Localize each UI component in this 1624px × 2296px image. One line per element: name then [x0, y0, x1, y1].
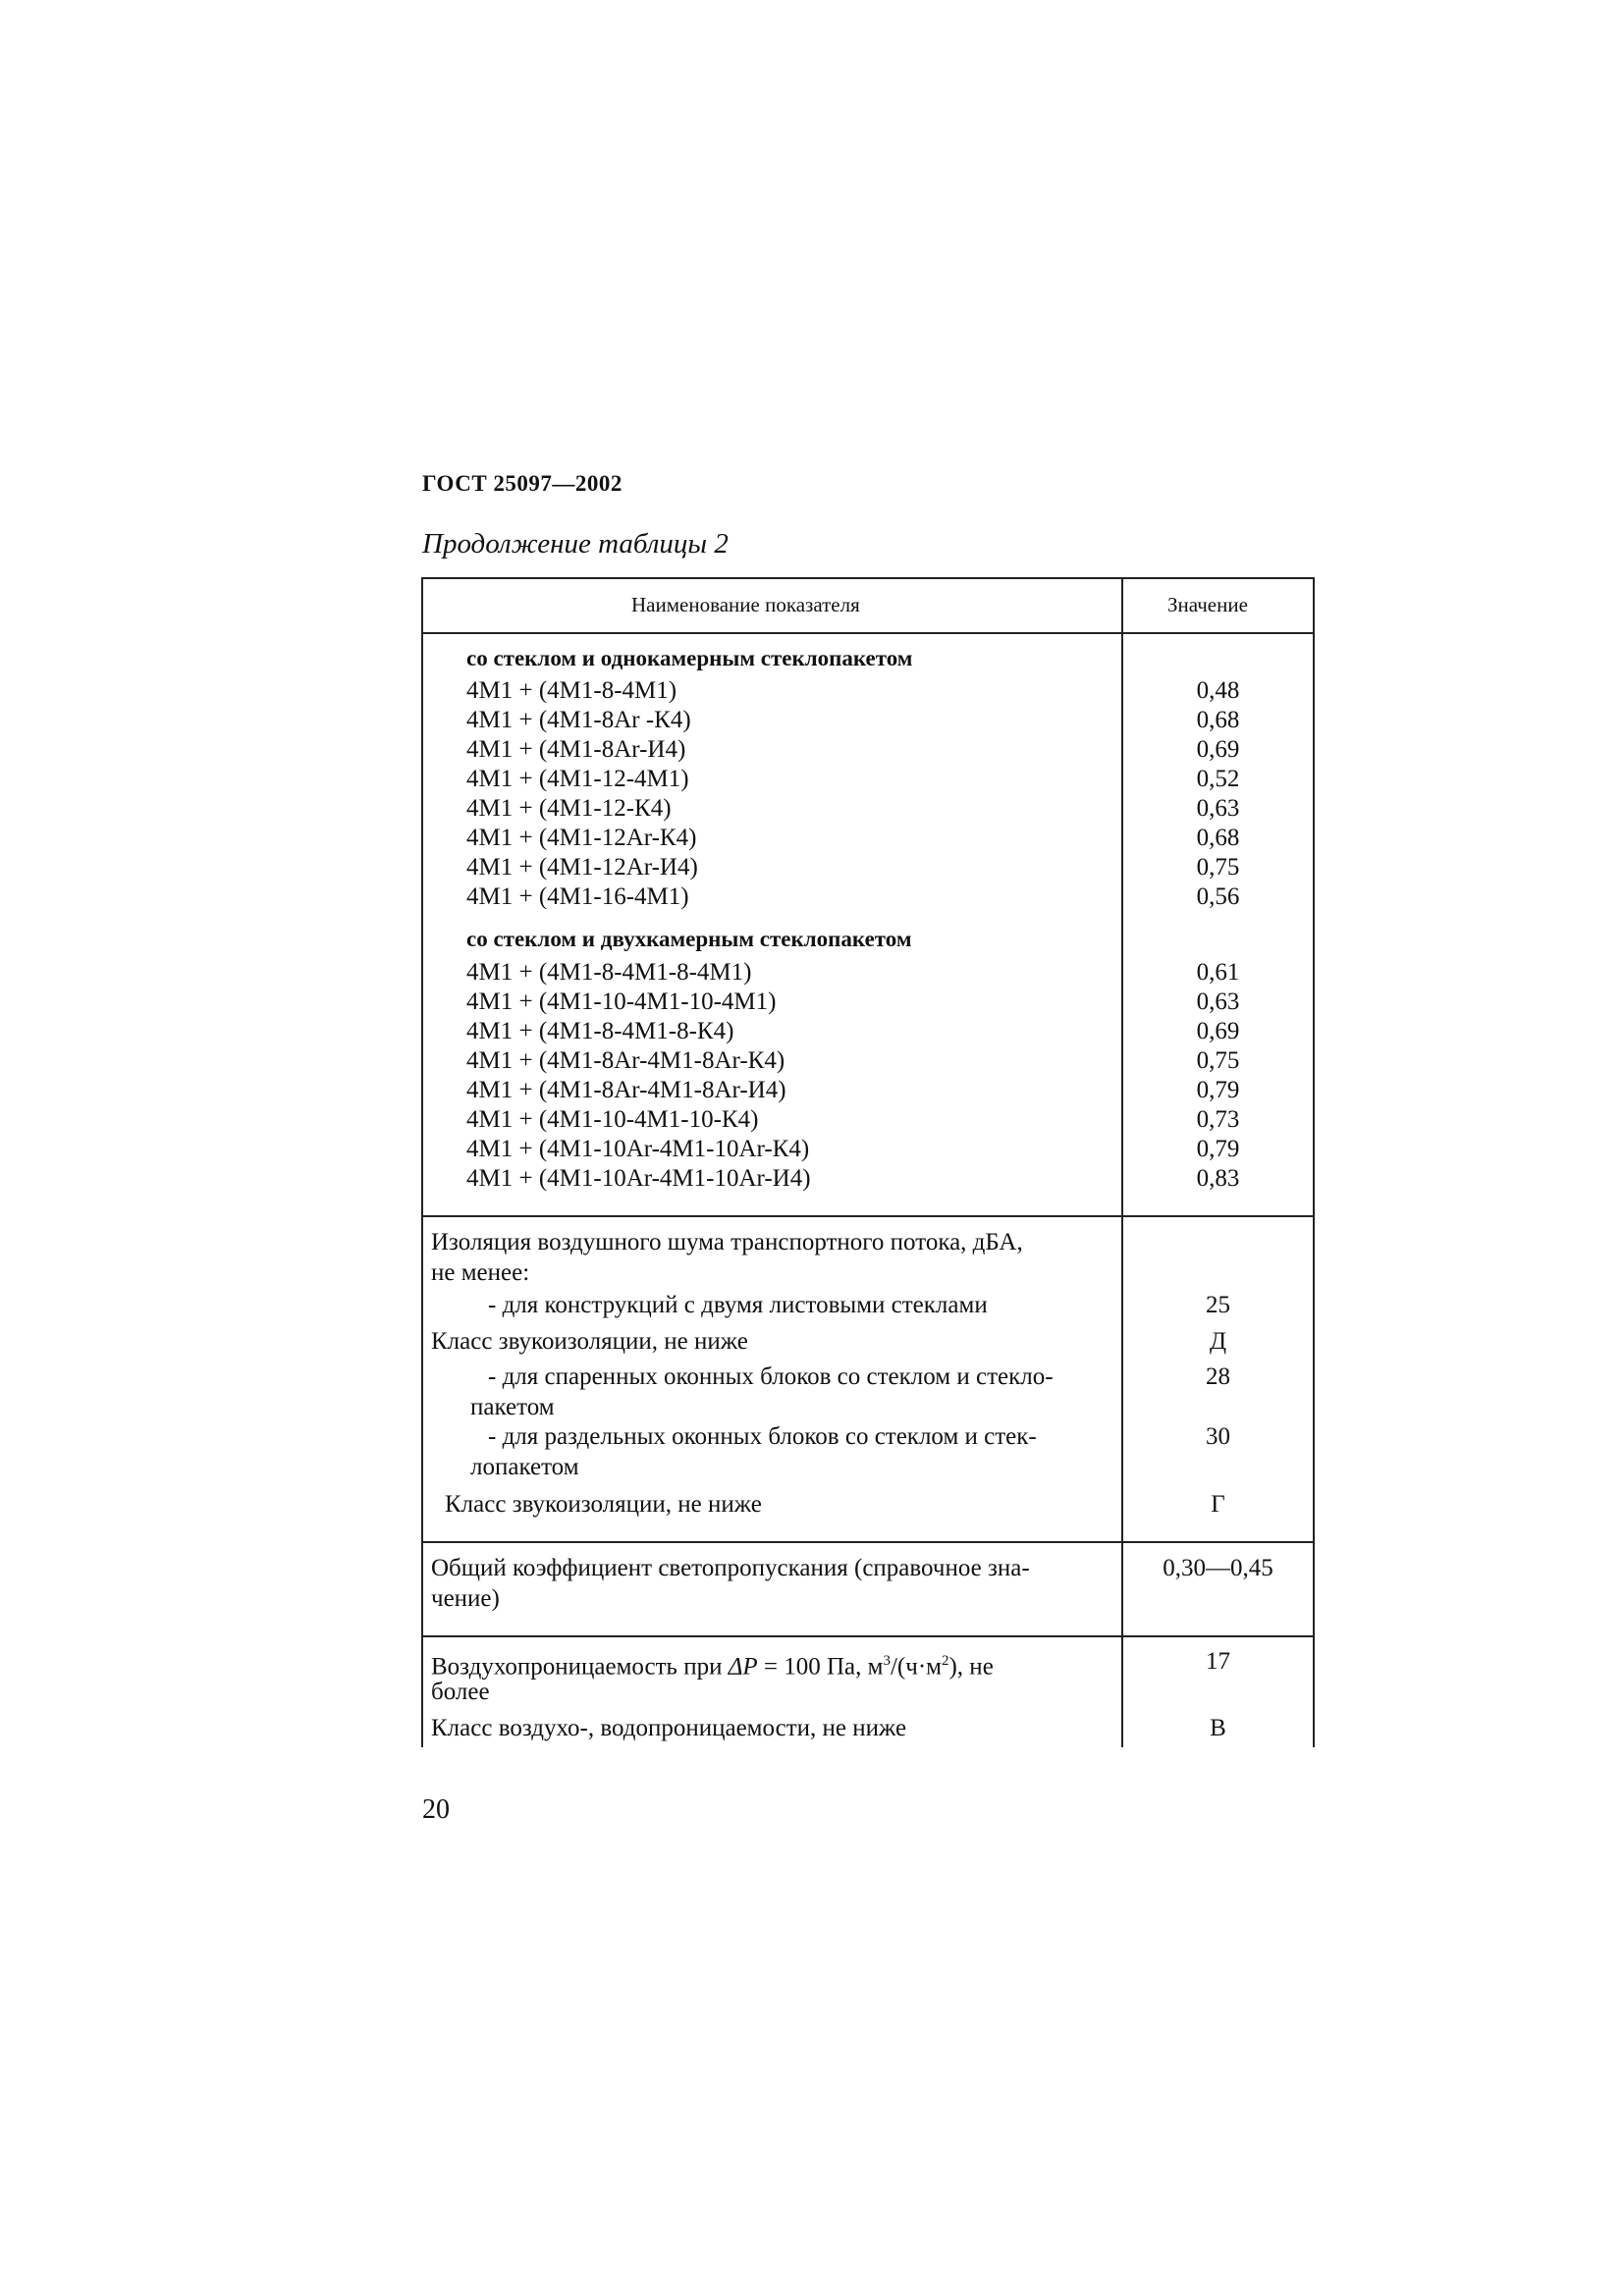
table-row [423, 706, 1313, 735]
row-divider [423, 1635, 1313, 1637]
table-row [423, 1164, 1313, 1194]
table-row [423, 988, 1313, 1017]
sound-class-label: Класс звукоизоляции, не ниже [431, 1328, 748, 1355]
noise-item-paired-line2: пакетом [470, 1394, 555, 1420]
noise-item-two-sheets: - для конструкций с двумя листовыми стеклами [488, 1292, 988, 1318]
air-water-class-label: Класс воздухо-, водопроницаемости, не ниже [431, 1715, 907, 1741]
row-value: 0,75 [1196, 1047, 1240, 1074]
column-header-name: Наименование показателя [631, 593, 860, 616]
row-name: 4М1 + (4М1-10-4М1-10-К4) [466, 1106, 759, 1133]
air-permeability-line1: Воздухопроницаемость при ΔP = 100 Па, $м^3/(ч\cdot м^2)$, не [431, 1653, 994, 1681]
noise-item-paired-line1: - для спаренных оконных блоков со стеклом и стекло- [488, 1363, 1054, 1390]
table-row [423, 882, 1313, 912]
row-name: 4М1 + (4М1-12Ar-К4) [466, 825, 697, 851]
row-name: 4М1 + (4М1-8Ar-4М1-8Ar-И4) [466, 1077, 786, 1103]
noise-item-paired-value: 28 [1206, 1363, 1230, 1390]
row-value: 0,69 [1196, 736, 1240, 763]
sound-class-label-2: Класс звукоизоляции, не ниже [445, 1491, 762, 1518]
table-row [423, 958, 1313, 988]
table-row [423, 765, 1313, 794]
row-value: 0,79 [1196, 1136, 1240, 1162]
air-water-class-value: В [1210, 1715, 1226, 1741]
row-value: 0,48 [1196, 677, 1240, 704]
indicator-table [421, 577, 1315, 1747]
noise-item-separate-value: 30 [1206, 1423, 1230, 1450]
row-divider [423, 1541, 1313, 1543]
table-row [423, 1017, 1313, 1046]
noise-heading-line2: не менее: [431, 1259, 530, 1286]
air-permeability-line2: более [431, 1679, 490, 1705]
table-row [423, 735, 1313, 765]
noise-item-separate-line1: - для раздельных оконных блоков со стеклом и стек- [488, 1423, 1037, 1450]
column-header-value: Значение [1167, 593, 1248, 616]
row-divider [423, 1215, 1313, 1217]
section-title-double-chamber: со стеклом и двухкамерным стеклопакетом [466, 927, 912, 951]
row-name: 4М1 + (4М1-10Ar-4М1-10Ar-К4) [466, 1136, 810, 1162]
row-name: 4М1 + (4М1-12-4М1) [466, 766, 689, 792]
row-value: 0,79 [1196, 1077, 1240, 1103]
row-name: 4М1 + (4М1-8-4М1) [466, 677, 677, 704]
row-value: 0,68 [1196, 707, 1240, 733]
light-transmission-line1: Общий коэффициент светопропускания (справочное зна- [431, 1555, 1030, 1581]
header-divider [423, 632, 1313, 634]
sound-class-value-2: Г [1211, 1491, 1225, 1518]
row-name: 4М1 + (4М1-16-4М1) [466, 883, 689, 910]
light-transmission-value: 0,30—0,45 [1163, 1555, 1273, 1581]
air-permeability-value: 17 [1206, 1648, 1230, 1675]
table-caption: Продолжение таблицы 2 [422, 528, 729, 560]
table-row [423, 824, 1313, 853]
table-row [423, 1076, 1313, 1105]
row-name: 4М1 + (4М1-10-4М1-10-4М1) [466, 988, 777, 1015]
table-row [423, 1135, 1313, 1164]
sound-class-value: Д [1209, 1328, 1227, 1355]
row-value: 0,61 [1196, 959, 1240, 986]
table-row [423, 794, 1313, 824]
row-name: 4М1 + (4М1-8Ar-4М1-8Ar-К4) [466, 1047, 785, 1074]
row-value: 0,63 [1196, 795, 1240, 822]
table-row [423, 1046, 1313, 1076]
row-name: 4М1 + (4М1-12Ar-И4) [466, 854, 698, 881]
light-transmission-line2: чение) [431, 1585, 500, 1612]
row-value: 0,63 [1196, 988, 1240, 1015]
noise-item-two-sheets-value: 25 [1206, 1292, 1230, 1318]
row-value: 0,73 [1196, 1106, 1240, 1133]
row-name: 4М1 + (4М1-8-4М1-8-К4) [466, 1018, 734, 1044]
table-row [423, 1105, 1313, 1135]
row-name: 4М1 + (4М1-12-К4) [466, 795, 672, 822]
row-value: 0,68 [1196, 825, 1240, 851]
row-value: 0,83 [1196, 1165, 1240, 1192]
row-value: 0,56 [1196, 883, 1240, 910]
row-name: 4М1 + (4М1-8Ar -К4) [466, 707, 691, 733]
noise-heading-line1: Изоляция воздушного шума транспортного потока, дБА, [431, 1229, 1023, 1255]
section-title-single-chamber: со стеклом и однокамерным стеклопакетом [466, 646, 913, 670]
row-value: 0,52 [1196, 766, 1240, 792]
document-code: ГОСТ 25097—2002 [422, 471, 623, 496]
table-row [423, 676, 1313, 706]
page-number: 20 [422, 1794, 450, 1825]
row-name: 4М1 + (4М1-8Ar-И4) [466, 736, 686, 763]
row-value: 0,75 [1196, 854, 1240, 881]
noise-item-separate-line2: лопакетом [470, 1454, 579, 1480]
row-name: 4М1 + (4М1-10Ar-4М1-10Ar-И4) [466, 1165, 811, 1192]
row-value: 0,69 [1196, 1018, 1240, 1044]
row-name: 4М1 + (4М1-8-4М1-8-4М1) [466, 959, 752, 986]
table-row [423, 853, 1313, 882]
